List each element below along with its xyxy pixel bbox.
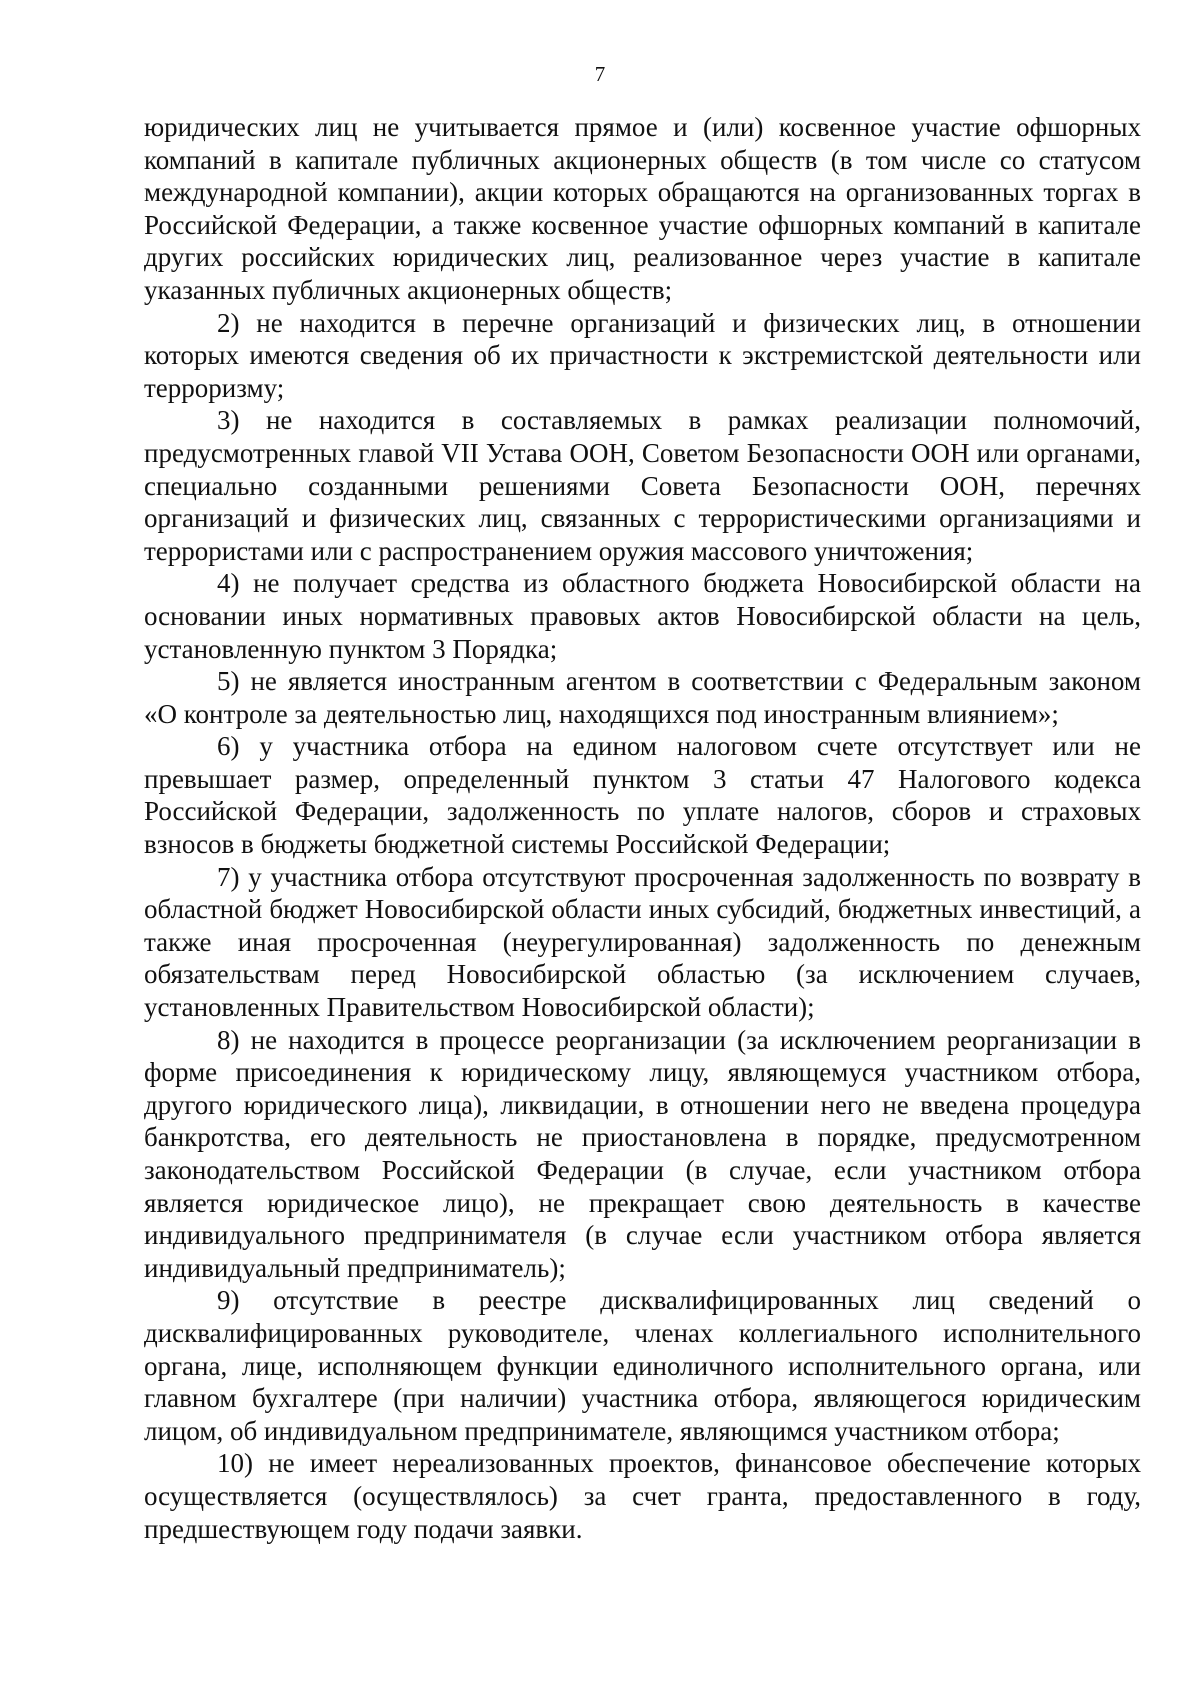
page-number: 7 xyxy=(594,62,606,86)
paragraph-item-6: 6) у участника отбора на едином налоговом счете отсутствует или не превышает размер, определенный пунктом 3 статьи 47 Налогового кодекса Российской Федерации, задолженность по уплате налогов, сборов и страховых взносов в бюджеты бюджетной системы Российской Федерации; xyxy=(144,731,1141,860)
paragraph-continuation: юридических лиц не учитывается прямое и (или) косвенное участие офшорных компаний в капитале публичных акционерных обществ (в том числе со статусом международной компании), акции которых обращаются на организованных торгах в Российской Федерации, а также косвенное участие офшорных компаний в капитале других российских юридических лиц, реализованное через участие в капитале указанных публичных акционерных обществ; xyxy=(144,112,1141,305)
paragraph-item-5: 5) не является иностранным агентом в соответствии с Федеральным законом «О контроле за деятельностью лиц, находящихся под иностранным влиянием»; xyxy=(144,666,1141,729)
paragraph-item-3: 3) не находится в составляемых в рамках реализации полномочий, предусмотренных главой VII Устава ООН, Советом Безопасности ООН или органами, специально созданными решениями Совета Безопасности ООН, перечнях организаций и физических лиц, связанных с террористическими организациями и террористами или с распространением оружия массового уничтожения; xyxy=(144,405,1141,566)
paragraph-item-9: 9) отсутствие в реестре дисквалифицированных лиц сведений о дисквалифицированных руководителе, членах коллегиального исполнительного органа, лице, исполняющем функции единоличного исполнительного органа, или главном бухгалтере (при наличии) участника отбора, являющегося юридическим лицом, об индивидуальном предпринимателе, являющимся участником отбора; xyxy=(144,1285,1141,1446)
paragraph-item-8: 8) не находится в процессе реорганизации (за исключением реорганизации в форме присоединения к юридическому лицу, являющемуся участником отбора, другого юридического лица), ликвидации, в отношении него не введена процедура банкротства, его деятельность не приостановлена в порядке, предусмотренном законодательством Российской Федерации (в случае, если участником отбора является юридическое лицо), не прекращает свою деятельность в качестве индивидуального предпринимателя (в случае если участником отбора является индивидуальный предприниматель); xyxy=(144,1024,1141,1283)
paragraph-item-7: 7) у участника отбора отсутствуют просроченная задолженность по возврату в областной бюджет Новосибирской области иных субсидий, бюджетных инвестиций, а также иная просроченная (неурегулированная) задолженность по денежным обязательствам перед Новосибирской областью (за исключением случаев, установленных Правительством Новосибирской области); xyxy=(144,861,1141,1023)
document-body xyxy=(144,111,1141,1545)
paragraph-item-4: 4) не получает средства из областного бюджета Новосибирской области на основании иных нормативных правовых актов Новосибирской области на цель, установленную пунктом 3 Порядка; xyxy=(144,568,1141,664)
paragraph-item-2: 2) не находится в перечне организаций и физических лиц, в отношении которых имеются сведения об их причастности к экстремистской деятельности или терроризму; xyxy=(144,307,1141,403)
paragraph-item-10: 10) не имеет нереализованных проектов, финансовое обеспечение которых осуществляется (осуществлялось) за счет гранта, предоставленного в году, предшествующем году подачи заявки. xyxy=(144,1448,1141,1544)
